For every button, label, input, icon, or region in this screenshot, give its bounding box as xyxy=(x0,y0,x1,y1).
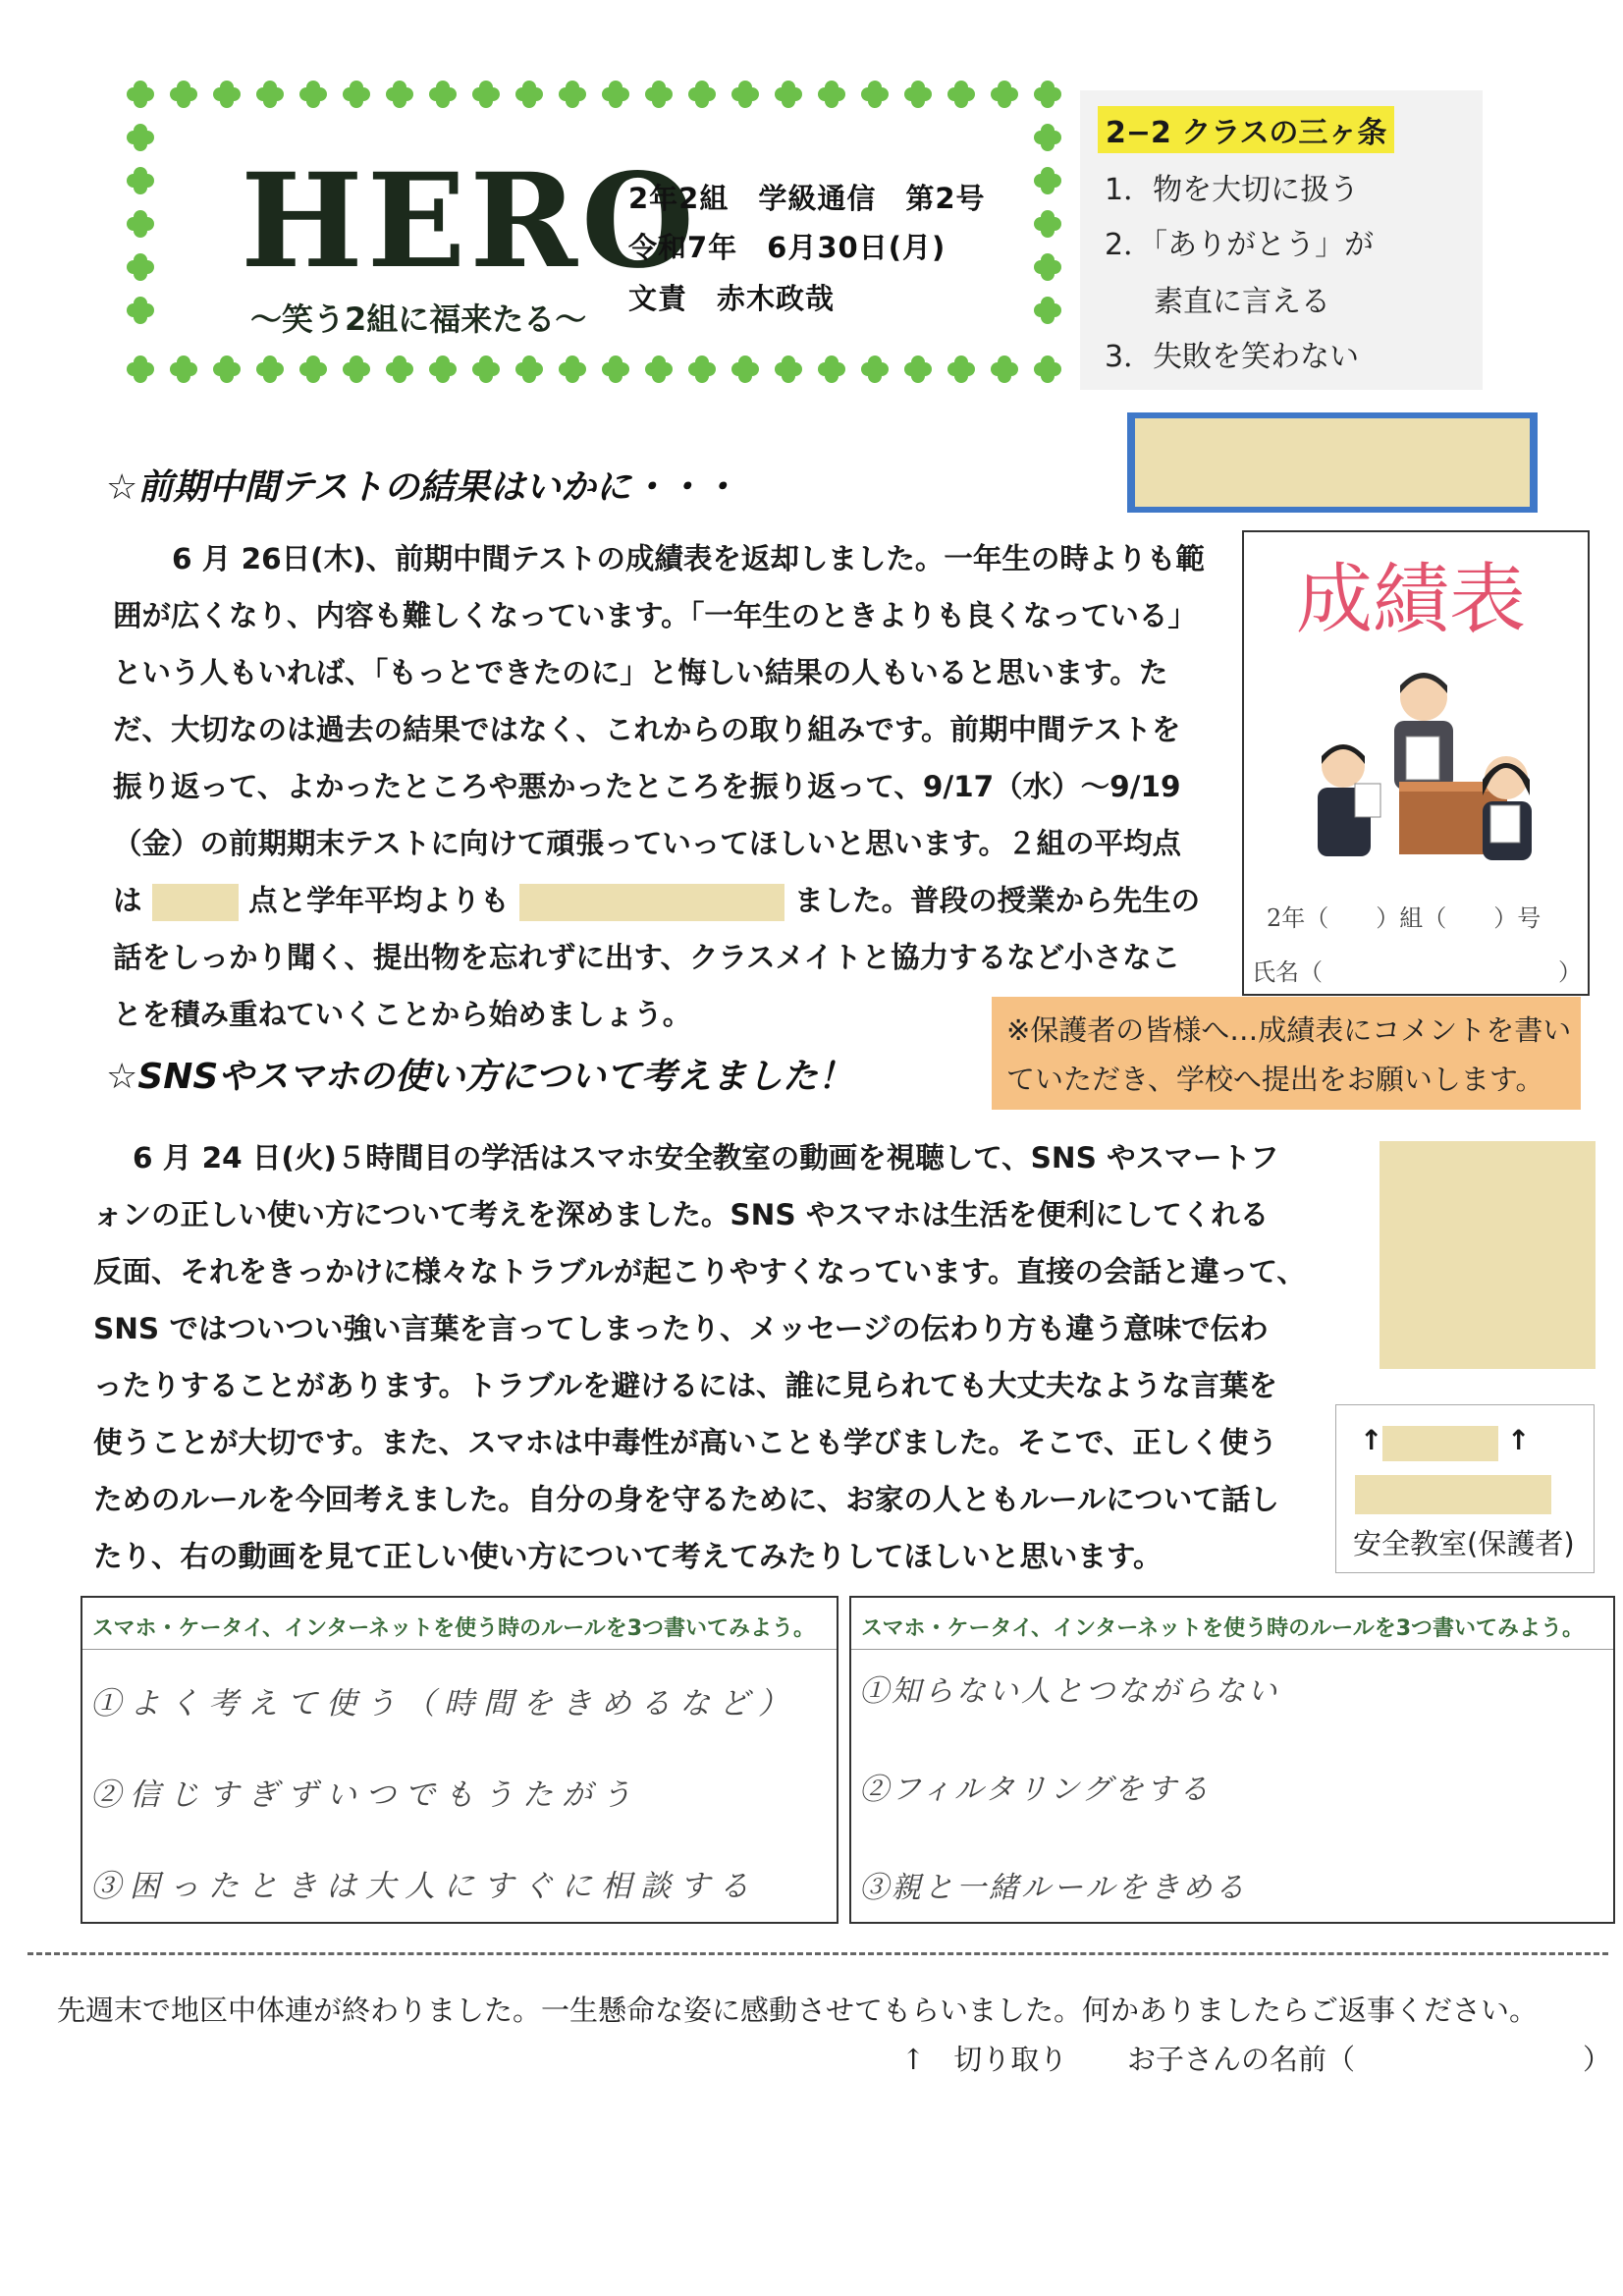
paragraph-line: ためのルールを今回考えました。自分の身を守るために、お家の人ともルールについて話し xyxy=(93,1483,1279,1516)
paragraph-line: 6 月 26日(木)、前期中間テストの成績表を返却しました。一年生の時よりも範 xyxy=(172,542,1205,575)
issue-date: 令和7年 6月30日(月) xyxy=(628,231,947,264)
clover-icon xyxy=(472,355,500,383)
clover-icon xyxy=(904,81,932,108)
clover-icon xyxy=(127,210,154,238)
clover-icon xyxy=(386,355,413,383)
paragraph-line: たり、右の動画を見て正しい使い方について考えてみたりしてほしいと思います。 xyxy=(93,1540,1163,1573)
clover-icon xyxy=(515,355,543,383)
report-card-name-line: 氏名（ ） xyxy=(1252,958,1582,986)
rules-worksheet-left xyxy=(81,1596,839,1924)
clover-icon xyxy=(343,81,370,108)
paragraph-line: とを積み重ねていくことから始めましょう。 xyxy=(113,998,692,1031)
paragraph-line: 囲が広くなり、内容も難しくなっています。「一年生のときよりも良くなっている」 xyxy=(113,599,1197,632)
paragraph-line: （金）の前期期末テストに向けて頑張っていってほしいと思います。２組の平均点 xyxy=(113,827,1181,860)
redacted-score xyxy=(152,884,239,921)
paragraph-line: 反面、それをきっかけに様々なトラブルが起こりやすくなっています。直接の会話と違って、 xyxy=(93,1255,1306,1288)
clover-icon xyxy=(818,355,845,383)
worksheet-answer: ①知らない人とつながらない xyxy=(859,1674,1280,1709)
rule-item: 1．物を大切に扱う xyxy=(1105,173,1360,207)
clover-icon xyxy=(1034,81,1061,108)
clover-icon xyxy=(645,355,673,383)
clover-icon xyxy=(127,167,154,194)
worksheet-heading: スマホ・ケータイ、インターネットを使う時のルールを3つ書いてみよう。 xyxy=(861,1616,1585,1641)
sns-paragraph xyxy=(93,1129,1330,1585)
paragraph-line: SNS ではついつい強い言葉を言ってしまったり、メッセージの伝わり方も違う意味で伝わ xyxy=(93,1312,1269,1345)
paragraph-line: 使うことが大切です。また、スマホは中毒性が高いことも学びました。そこで、正しく使う xyxy=(93,1426,1277,1459)
clover-icon xyxy=(127,355,154,383)
clover-icon xyxy=(299,355,327,383)
up-arrow-icon: ↑ xyxy=(1507,1424,1531,1456)
rule-item: 3．失敗を笑わない xyxy=(1105,340,1360,374)
teacher-students-illustration xyxy=(1296,658,1551,864)
cut-here-label: ↑ 切り取り xyxy=(901,2043,1068,2076)
redacted-block xyxy=(1382,1426,1498,1461)
clover-icon xyxy=(1034,124,1061,151)
paragraph-line: 6 月 24 日(火)５時間目の学活はスマホ安全教室の動画を視聴して、SNS やスマートフ xyxy=(133,1141,1279,1175)
divider xyxy=(851,1649,1613,1650)
clover-icon xyxy=(429,81,457,108)
paragraph-line: ったりすることがあります。トラブルを避けるには、誰に見られても大丈夫なような言葉を xyxy=(93,1369,1277,1402)
rules-worksheet-right xyxy=(849,1596,1615,1924)
clover-icon xyxy=(991,355,1018,383)
paragraph-line: だ、大切なのは過去の結果ではなく、これからの取り組みです。前期中間テストを xyxy=(113,713,1181,746)
clover-icon xyxy=(213,81,241,108)
parent-notice-text: ※保護者の皆様へ…成績表にコメントを書いていただき、学校へ提出をお願いします。 xyxy=(1006,1013,1572,1096)
clover-icon xyxy=(1034,210,1061,238)
clover-icon xyxy=(429,355,457,383)
up-arrow-icon: ↑ xyxy=(1360,1424,1383,1456)
clover-icon xyxy=(127,124,154,151)
clover-icon xyxy=(386,81,413,108)
newsletter-title: HERO xyxy=(241,145,699,298)
rule-item: 2．「ありがとう」が xyxy=(1105,228,1375,262)
report-card-class-line: 2年（ ）組（ ）号 xyxy=(1267,904,1542,932)
redacted-block xyxy=(1355,1475,1551,1514)
clover-icon xyxy=(1034,355,1061,383)
clover-icon xyxy=(170,81,197,108)
section-heading-test: ☆前期中間テストの結果はいかに・・・ xyxy=(106,467,737,508)
clover-icon xyxy=(947,81,975,108)
cut-dashed-line xyxy=(27,1952,1608,1955)
worksheet-answer: ②フィルタリングをする xyxy=(859,1773,1212,1807)
safety-class-label: 安全教室(保護者) xyxy=(1353,1527,1575,1560)
paragraph-line: 振り返って、よかったところや悪かったところを振り返って、9/17（水）〜9/19 xyxy=(113,770,1181,803)
clover-icon xyxy=(602,355,629,383)
paragraph-line: 話をしっかり聞く、提出物を忘れずに出す、クラスメイトと協力するなど小さなこ xyxy=(113,941,1181,974)
paragraph-line: という人もいれば、「もっとできたのに」と悔しい結果の人もいると思います。た xyxy=(113,656,1168,689)
clover-icon xyxy=(559,81,586,108)
class-rules-title: 2−2 クラスの三ヶ条 xyxy=(1098,106,1394,153)
redacted-qr-code xyxy=(1380,1141,1596,1369)
clover-icon xyxy=(645,81,673,108)
clover-icon xyxy=(127,81,154,108)
clover-icon xyxy=(688,81,716,108)
clover-icon xyxy=(688,355,716,383)
test-results-paragraph xyxy=(113,530,1213,1043)
clover-icon xyxy=(991,81,1018,108)
rule-item: 素直に言える xyxy=(1154,285,1330,319)
reply-message: 先週末で地区中体連が終わりました。一生懸命な姿に感動させてもらいました。何かありましたらご返事ください。 xyxy=(57,1994,1539,2027)
clover-icon xyxy=(343,355,370,383)
issue-number: 2年2組 学級通信 第2号 xyxy=(628,182,986,215)
clover-icon xyxy=(213,355,241,383)
worksheet-answer: ③困ったときは大人にすぐに相談する xyxy=(90,1869,758,1904)
clover-icon xyxy=(861,355,889,383)
newsletter-subtitle: 〜笑う2組に福来たる〜 xyxy=(250,301,587,338)
clover-icon xyxy=(947,355,975,383)
clover-icon xyxy=(472,81,500,108)
clover-icon xyxy=(515,81,543,108)
clover-icon xyxy=(256,81,284,108)
report-card-title: 成績表 xyxy=(1296,556,1527,644)
redacted-comparison xyxy=(519,884,784,921)
worksheet-answer: ③親と一緒ルールをきめる xyxy=(859,1871,1248,1905)
clover-icon xyxy=(256,355,284,383)
clover-icon xyxy=(904,355,932,383)
clover-icon xyxy=(299,81,327,108)
redacted-block xyxy=(1135,418,1530,507)
clover-icon xyxy=(1034,297,1061,324)
clover-icon xyxy=(170,355,197,383)
paragraph-line: ォンの正しい使い方について考えを深めました。SNS やスマホは生活を便利にしてくれる xyxy=(93,1198,1270,1231)
clover-icon xyxy=(1034,253,1061,281)
worksheet-answer: ①よく考えて使う（時間をきめるなど） xyxy=(90,1686,797,1722)
clover-icon xyxy=(861,81,889,108)
clover-icon xyxy=(818,81,845,108)
clover-icon xyxy=(559,355,586,383)
clover-icon xyxy=(602,81,629,108)
clover-icon xyxy=(127,297,154,324)
clover-icon xyxy=(127,253,154,281)
clover-icon xyxy=(1034,167,1061,194)
issue-author: 文責 赤木政哉 xyxy=(628,282,836,315)
worksheet-heading: スマホ・ケータイ、インターネットを使う時のルールを3つ書いてみよう。 xyxy=(92,1616,816,1641)
clover-icon xyxy=(775,81,802,108)
paragraph-line: は 点と学年平均よりも ました。普段の授業から先生の xyxy=(113,872,1213,929)
child-name-field: お子さんの名前（ ） xyxy=(1127,2043,1612,2076)
clover-icon xyxy=(731,355,759,383)
worksheet-answer: ②信じすぎずいつでもうたがう xyxy=(90,1777,640,1813)
divider xyxy=(82,1649,837,1650)
clover-icon xyxy=(731,81,759,108)
section-heading-sns: ☆SNSやスマホの使い方について考えました！ xyxy=(106,1057,853,1097)
clover-icon xyxy=(775,355,802,383)
